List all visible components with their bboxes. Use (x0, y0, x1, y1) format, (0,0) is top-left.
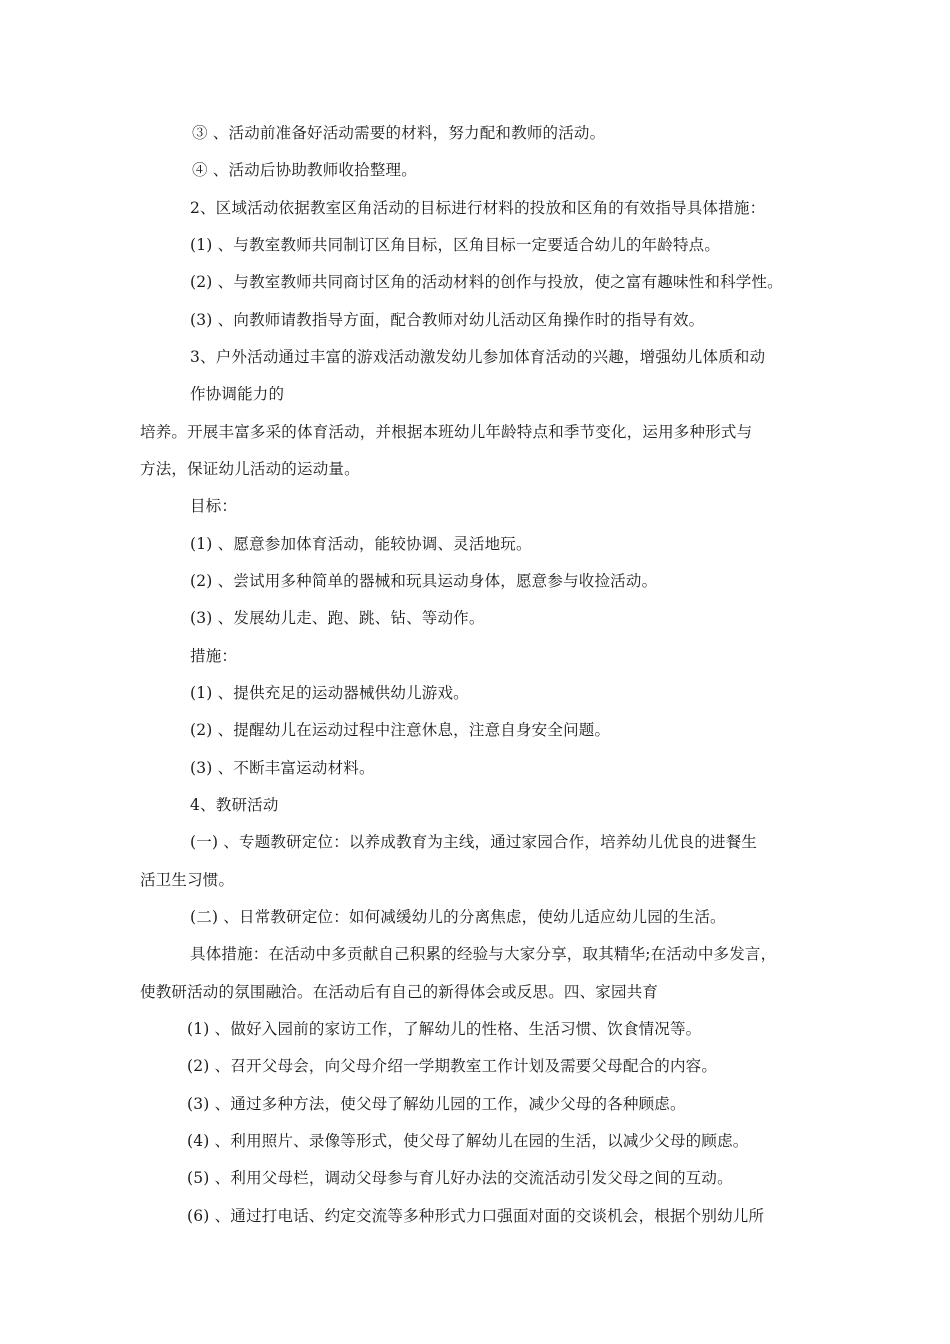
text-line: 方法，保证幼儿活动的运动量。 (140, 460, 360, 478)
text-line: 培养。开展丰富多采的体育活动，并根据本班幼儿年龄特点和季节变化，运用多种形式与 (140, 423, 753, 441)
text-line: ③ 、活动前准备好活动需要的材料，努力配和教师的活动。 (192, 124, 606, 142)
text-line: (3) 、向教师请教指导方面，配合教师对幼儿活动区角操作时的指导有效。 (190, 311, 705, 329)
text-line: 2、区域活动依据教室区角活动的目标进行材料的投放和区角的有效指导具体措施： (190, 199, 766, 217)
text-line: 作协调能力的 (190, 385, 285, 403)
text-line: 使教研活动的氛围融洽。在活动后有自己的新得体会或反思。四、家园共育 (140, 983, 659, 1001)
text-line: 3、户外活动通过丰富的游戏活动激发幼儿参加体育活动的兴趣，增强幼儿体质和动 (190, 348, 766, 366)
text-line: ④ 、活动后协助教师收拾整理。 (192, 161, 417, 179)
text-line: (2) 、召开父母会，向父母介绍一学期教室工作计划及需要父母配合的内容。 (187, 1057, 718, 1075)
text-line: (2) 、尝试用多种简单的器械和玩具运动身体，愿意参与收捡活动。 (190, 572, 658, 590)
text-line: (3) 、通过多种方法，使父母了解幼儿园的工作，减少父母的各种顾虑。 (187, 1095, 686, 1113)
text-line: (3) 、不断丰富运动材料。 (190, 759, 375, 777)
text-line: 4、教研活动 (190, 796, 279, 814)
text-line: (1) 、愿意参加体育活动，能较协调、灵活地玩。 (190, 535, 532, 553)
text-line: (2) 、与教室教师共同商讨区角的活动材料的创作与投放，使之富有趣味性和科学性。 (190, 273, 783, 291)
text-line: (1) 、做好入园前的家访工作，了解幼儿的性格、生活习惯、饮食情况等。 (187, 1020, 702, 1038)
text-line: (1) 、提供充足的运动器械供幼儿游戏。 (190, 684, 469, 702)
text-line: (2) 、提醒幼儿在运动过程中注意休息，注意自身安全问题。 (190, 721, 611, 739)
text-line: (二) 、日常教研定位：如何减缓幼儿的分离焦虑，使幼儿适应幼儿园的生活。 (190, 908, 726, 926)
text-line: 措施： (190, 647, 238, 665)
text-line: 目标： (190, 497, 238, 515)
text-line: (3) 、发展幼儿走、跑、跳、钻、等动作。 (190, 609, 485, 627)
text-line: (一) 、专题教研定位：以养成教育为主线，通过家园合作，培养幼儿优良的进餐生 (190, 833, 758, 851)
text-line: 活卫生习惯。 (140, 871, 235, 889)
text-line: (1) 、与教室教师共同制订区角目标，区角目标一定要适合幼儿的年龄特点。 (190, 236, 721, 254)
text-line: 具体措施：在活动中多贡献自己积累的经验与大家分享，取其精华;在活动中多发言， (190, 945, 777, 963)
text-line: (4) 、利用照片、录像等形式，使父母了解幼儿在园的生活，以减少父母的顾虑。 (187, 1132, 749, 1150)
text-line: (6) 、通过打电话、约定交流等多种形式力口强面对面的交谈机会，根据个别幼儿所 (187, 1207, 765, 1225)
text-line: (5) 、利用父母栏，调动父母参与育儿好办法的交流活动引发父母之间的互动。 (187, 1169, 733, 1187)
